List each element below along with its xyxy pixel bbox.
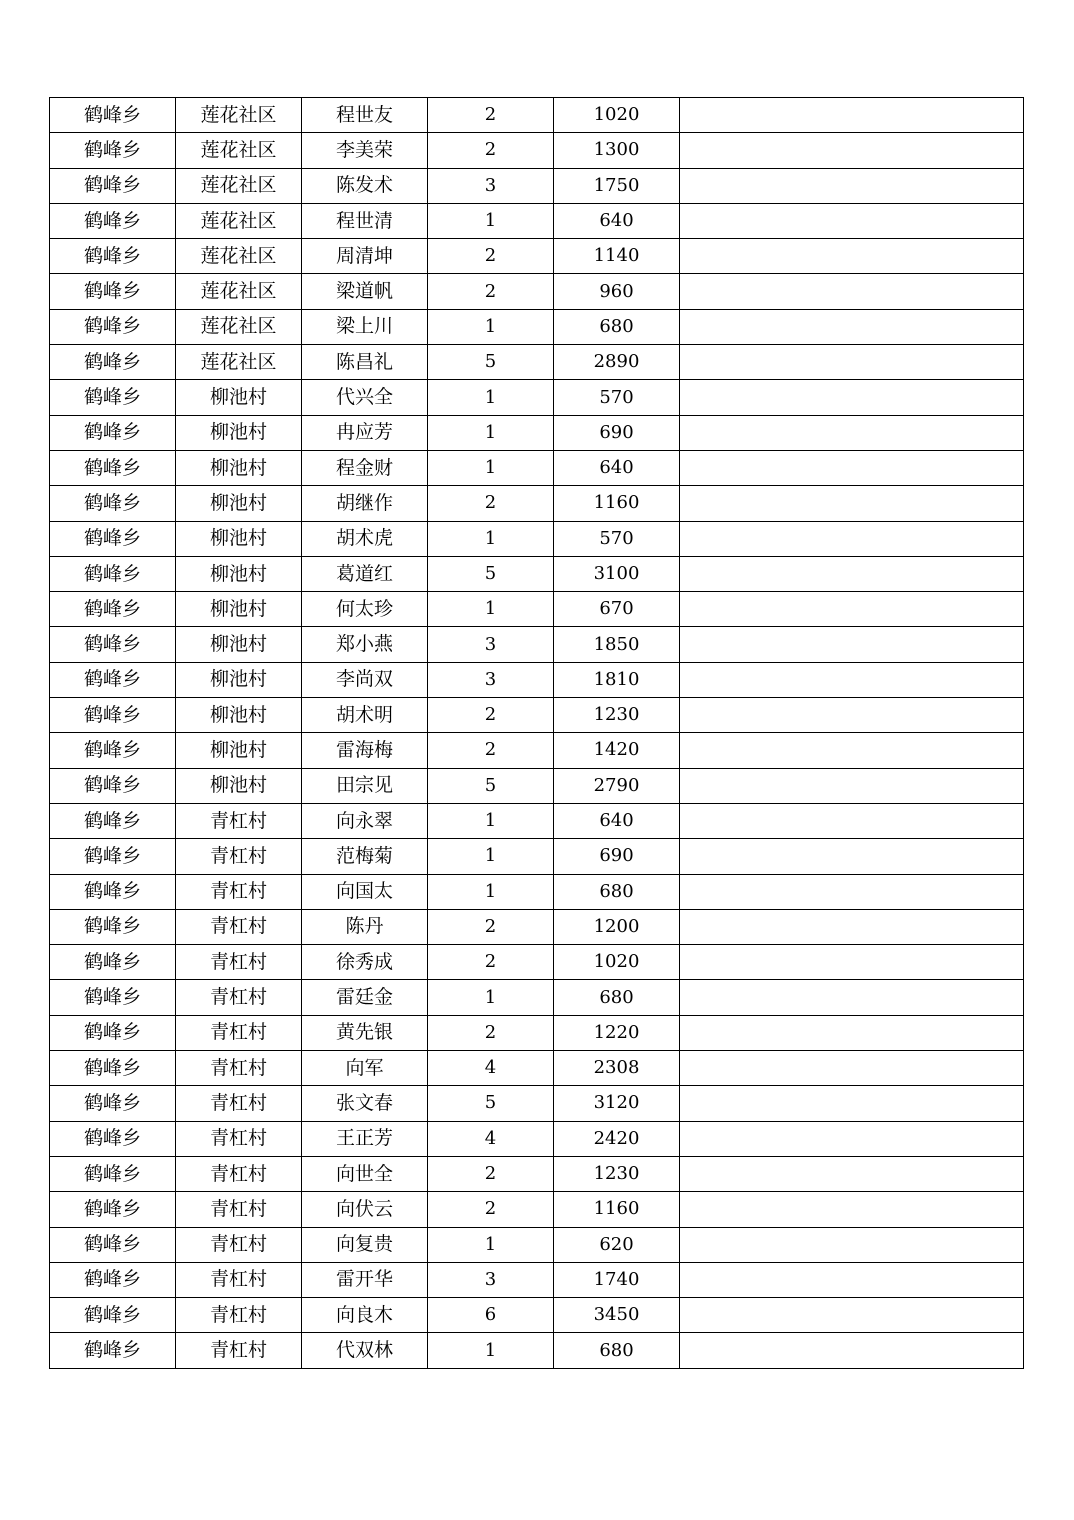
- table-row: [50, 1192, 1024, 1227]
- village-cell: 柳池村: [176, 627, 302, 662]
- table-row: [50, 556, 1024, 591]
- name-cell: 田宗见: [302, 768, 428, 803]
- table-row: [50, 839, 1024, 874]
- remarks-cell: [680, 980, 1024, 1015]
- township-cell: 鹤峰乡: [50, 1121, 176, 1156]
- amount-cell: 1420: [554, 733, 680, 768]
- name-cell: 向伏云: [302, 1192, 428, 1227]
- table-row: [50, 1262, 1024, 1297]
- village-cell: 青杠村: [176, 1227, 302, 1262]
- remarks-cell: [680, 345, 1024, 380]
- township-cell: 鹤峰乡: [50, 1227, 176, 1262]
- township-cell: 鹤峰乡: [50, 945, 176, 980]
- name-cell: 冉应芳: [302, 415, 428, 450]
- village-cell: 莲花社区: [176, 345, 302, 380]
- data-table: [49, 97, 1024, 1369]
- amount-cell: 1810: [554, 662, 680, 697]
- amount-cell: 3100: [554, 556, 680, 591]
- township-cell: 鹤峰乡: [50, 839, 176, 874]
- amount-cell: 680: [554, 309, 680, 344]
- remarks-cell: [680, 909, 1024, 944]
- village-cell: 青杠村: [176, 1333, 302, 1368]
- remarks-cell: [680, 662, 1024, 697]
- remarks-cell: [680, 1121, 1024, 1156]
- amount-cell: 1160: [554, 486, 680, 521]
- household-count-cell: 4: [428, 1121, 554, 1156]
- name-cell: 雷廷金: [302, 980, 428, 1015]
- amount-cell: 570: [554, 521, 680, 556]
- table-row: [50, 945, 1024, 980]
- table-row: [50, 450, 1024, 485]
- amount-cell: 3450: [554, 1298, 680, 1333]
- name-cell: 向国太: [302, 874, 428, 909]
- remarks-cell: [680, 486, 1024, 521]
- household-count-cell: 1: [428, 380, 554, 415]
- remarks-cell: [680, 309, 1024, 344]
- village-cell: 青杠村: [176, 1156, 302, 1191]
- village-cell: 青杠村: [176, 1298, 302, 1333]
- amount-cell: 1230: [554, 698, 680, 733]
- household-count-cell: 2: [428, 733, 554, 768]
- village-cell: 青杠村: [176, 874, 302, 909]
- name-cell: 陈发术: [302, 168, 428, 203]
- amount-cell: 680: [554, 874, 680, 909]
- township-cell: 鹤峰乡: [50, 380, 176, 415]
- table-row: [50, 662, 1024, 697]
- table-row: [50, 627, 1024, 662]
- household-count-cell: 2: [428, 98, 554, 133]
- township-cell: 鹤峰乡: [50, 733, 176, 768]
- remarks-cell: [680, 133, 1024, 168]
- amount-cell: 640: [554, 203, 680, 238]
- name-cell: 何太珍: [302, 592, 428, 627]
- household-count-cell: 5: [428, 1086, 554, 1121]
- remarks-cell: [680, 733, 1024, 768]
- remarks-cell: [680, 874, 1024, 909]
- name-cell: 张文春: [302, 1086, 428, 1121]
- table-row: [50, 1156, 1024, 1191]
- village-cell: 柳池村: [176, 698, 302, 733]
- household-count-cell: 2: [428, 1156, 554, 1191]
- name-cell: 程世友: [302, 98, 428, 133]
- township-cell: 鹤峰乡: [50, 1156, 176, 1191]
- name-cell: 陈昌礼: [302, 345, 428, 380]
- township-cell: 鹤峰乡: [50, 486, 176, 521]
- amount-cell: 1850: [554, 627, 680, 662]
- name-cell: 向良木: [302, 1298, 428, 1333]
- amount-cell: 620: [554, 1227, 680, 1262]
- remarks-cell: [680, 274, 1024, 309]
- household-count-cell: 1: [428, 521, 554, 556]
- household-count-cell: 2: [428, 945, 554, 980]
- name-cell: 梁道帆: [302, 274, 428, 309]
- township-cell: 鹤峰乡: [50, 1086, 176, 1121]
- name-cell: 李美荣: [302, 133, 428, 168]
- remarks-cell: [680, 1086, 1024, 1121]
- remarks-cell: [680, 698, 1024, 733]
- remarks-cell: [680, 803, 1024, 838]
- remarks-cell: [680, 1227, 1024, 1262]
- table-row: [50, 415, 1024, 450]
- amount-cell: 2308: [554, 1051, 680, 1086]
- township-cell: 鹤峰乡: [50, 1298, 176, 1333]
- remarks-cell: [680, 1333, 1024, 1368]
- household-count-cell: 3: [428, 662, 554, 697]
- remarks-cell: [680, 627, 1024, 662]
- name-cell: 周清坤: [302, 239, 428, 274]
- amount-cell: 640: [554, 803, 680, 838]
- remarks-cell: [680, 203, 1024, 238]
- amount-cell: 690: [554, 839, 680, 874]
- table-row: [50, 1051, 1024, 1086]
- remarks-cell: [680, 1051, 1024, 1086]
- village-cell: 莲花社区: [176, 133, 302, 168]
- township-cell: 鹤峰乡: [50, 1262, 176, 1297]
- table-row: [50, 521, 1024, 556]
- township-cell: 鹤峰乡: [50, 627, 176, 662]
- village-cell: 青杠村: [176, 909, 302, 944]
- village-cell: 柳池村: [176, 521, 302, 556]
- remarks-cell: [680, 592, 1024, 627]
- name-cell: 王正芳: [302, 1121, 428, 1156]
- household-count-cell: 1: [428, 415, 554, 450]
- table-row: [50, 309, 1024, 344]
- table-body: [50, 98, 1024, 1369]
- household-count-cell: 3: [428, 1262, 554, 1297]
- household-count-cell: 2: [428, 274, 554, 309]
- table-row: [50, 239, 1024, 274]
- village-cell: 青杠村: [176, 1262, 302, 1297]
- remarks-cell: [680, 1156, 1024, 1191]
- village-cell: 柳池村: [176, 450, 302, 485]
- name-cell: 向永翠: [302, 803, 428, 838]
- household-count-cell: 1: [428, 450, 554, 485]
- village-cell: 莲花社区: [176, 309, 302, 344]
- township-cell: 鹤峰乡: [50, 203, 176, 238]
- village-cell: 青杠村: [176, 1051, 302, 1086]
- amount-cell: 1300: [554, 133, 680, 168]
- township-cell: 鹤峰乡: [50, 239, 176, 274]
- name-cell: 向世全: [302, 1156, 428, 1191]
- amount-cell: 1160: [554, 1192, 680, 1227]
- household-count-cell: 1: [428, 980, 554, 1015]
- household-count-cell: 1: [428, 874, 554, 909]
- village-cell: 青杠村: [176, 1015, 302, 1050]
- amount-cell: 1020: [554, 945, 680, 980]
- table-row: [50, 1333, 1024, 1368]
- amount-cell: 680: [554, 1333, 680, 1368]
- table-row: [50, 1227, 1024, 1262]
- household-count-cell: 1: [428, 803, 554, 838]
- name-cell: 程金财: [302, 450, 428, 485]
- household-count-cell: 5: [428, 345, 554, 380]
- township-cell: 鹤峰乡: [50, 1333, 176, 1368]
- name-cell: 葛道红: [302, 556, 428, 591]
- village-cell: 青杠村: [176, 1086, 302, 1121]
- name-cell: 向军: [302, 1051, 428, 1086]
- amount-cell: 960: [554, 274, 680, 309]
- township-cell: 鹤峰乡: [50, 874, 176, 909]
- township-cell: 鹤峰乡: [50, 415, 176, 450]
- household-count-cell: 1: [428, 592, 554, 627]
- township-cell: 鹤峰乡: [50, 1192, 176, 1227]
- amount-cell: 680: [554, 980, 680, 1015]
- name-cell: 胡术明: [302, 698, 428, 733]
- amount-cell: 1140: [554, 239, 680, 274]
- amount-cell: 2790: [554, 768, 680, 803]
- village-cell: 莲花社区: [176, 168, 302, 203]
- township-cell: 鹤峰乡: [50, 450, 176, 485]
- township-cell: 鹤峰乡: [50, 133, 176, 168]
- remarks-cell: [680, 1298, 1024, 1333]
- township-cell: 鹤峰乡: [50, 592, 176, 627]
- name-cell: 胡继作: [302, 486, 428, 521]
- remarks-cell: [680, 1262, 1024, 1297]
- table-row: [50, 698, 1024, 733]
- amount-cell: 690: [554, 415, 680, 450]
- household-count-cell: 5: [428, 768, 554, 803]
- household-count-cell: 1: [428, 203, 554, 238]
- amount-cell: 2890: [554, 345, 680, 380]
- table-row: [50, 733, 1024, 768]
- name-cell: 陈丹: [302, 909, 428, 944]
- table-row: [50, 380, 1024, 415]
- remarks-cell: [680, 1015, 1024, 1050]
- table-row: [50, 168, 1024, 203]
- household-count-cell: 1: [428, 839, 554, 874]
- amount-cell: 2420: [554, 1121, 680, 1156]
- household-count-cell: 2: [428, 133, 554, 168]
- household-count-cell: 3: [428, 627, 554, 662]
- remarks-cell: [680, 415, 1024, 450]
- household-count-cell: 2: [428, 1192, 554, 1227]
- name-cell: 郑小燕: [302, 627, 428, 662]
- name-cell: 徐秀成: [302, 945, 428, 980]
- amount-cell: 1230: [554, 1156, 680, 1191]
- name-cell: 代双林: [302, 1333, 428, 1368]
- village-cell: 柳池村: [176, 592, 302, 627]
- village-cell: 青杠村: [176, 1192, 302, 1227]
- remarks-cell: [680, 768, 1024, 803]
- household-count-cell: 5: [428, 556, 554, 591]
- name-cell: 黄先银: [302, 1015, 428, 1050]
- table-row: [50, 592, 1024, 627]
- household-count-cell: 3: [428, 168, 554, 203]
- name-cell: 梁上川: [302, 309, 428, 344]
- household-count-cell: 2: [428, 1015, 554, 1050]
- township-cell: 鹤峰乡: [50, 274, 176, 309]
- amount-cell: 570: [554, 380, 680, 415]
- household-count-cell: 2: [428, 239, 554, 274]
- remarks-cell: [680, 521, 1024, 556]
- table-row: [50, 98, 1024, 133]
- remarks-cell: [680, 839, 1024, 874]
- village-cell: 柳池村: [176, 380, 302, 415]
- table-row: [50, 768, 1024, 803]
- amount-cell: 670: [554, 592, 680, 627]
- township-cell: 鹤峰乡: [50, 768, 176, 803]
- household-count-cell: 1: [428, 1333, 554, 1368]
- remarks-cell: [680, 239, 1024, 274]
- township-cell: 鹤峰乡: [50, 1015, 176, 1050]
- township-cell: 鹤峰乡: [50, 698, 176, 733]
- table-row: [50, 803, 1024, 838]
- township-cell: 鹤峰乡: [50, 309, 176, 344]
- township-cell: 鹤峰乡: [50, 803, 176, 838]
- village-cell: 柳池村: [176, 733, 302, 768]
- remarks-cell: [680, 450, 1024, 485]
- remarks-cell: [680, 168, 1024, 203]
- village-cell: 莲花社区: [176, 98, 302, 133]
- township-cell: 鹤峰乡: [50, 98, 176, 133]
- table-row: [50, 909, 1024, 944]
- household-count-cell: 2: [428, 909, 554, 944]
- household-count-cell: 2: [428, 698, 554, 733]
- village-cell: 莲花社区: [176, 239, 302, 274]
- village-cell: 青杠村: [176, 980, 302, 1015]
- name-cell: 向复贵: [302, 1227, 428, 1262]
- name-cell: 胡术虎: [302, 521, 428, 556]
- village-cell: 青杠村: [176, 803, 302, 838]
- name-cell: 雷海梅: [302, 733, 428, 768]
- name-cell: 范梅菊: [302, 839, 428, 874]
- village-cell: 柳池村: [176, 662, 302, 697]
- table-row: [50, 980, 1024, 1015]
- amount-cell: 1200: [554, 909, 680, 944]
- amount-cell: 1740: [554, 1262, 680, 1297]
- table-row: [50, 1086, 1024, 1121]
- township-cell: 鹤峰乡: [50, 345, 176, 380]
- table-row: [50, 345, 1024, 380]
- table-row: [50, 203, 1024, 238]
- village-cell: 柳池村: [176, 486, 302, 521]
- name-cell: 雷开华: [302, 1262, 428, 1297]
- township-cell: 鹤峰乡: [50, 909, 176, 944]
- remarks-cell: [680, 380, 1024, 415]
- amount-cell: 3120: [554, 1086, 680, 1121]
- household-count-cell: 1: [428, 309, 554, 344]
- household-count-cell: 2: [428, 486, 554, 521]
- village-cell: 柳池村: [176, 556, 302, 591]
- table-row: [50, 1121, 1024, 1156]
- amount-cell: 1750: [554, 168, 680, 203]
- household-count-cell: 6: [428, 1298, 554, 1333]
- village-cell: 柳池村: [176, 415, 302, 450]
- village-cell: 柳池村: [176, 768, 302, 803]
- remarks-cell: [680, 1192, 1024, 1227]
- township-cell: 鹤峰乡: [50, 556, 176, 591]
- table-row: [50, 1015, 1024, 1050]
- township-cell: 鹤峰乡: [50, 980, 176, 1015]
- village-cell: 青杠村: [176, 1121, 302, 1156]
- township-cell: 鹤峰乡: [50, 1051, 176, 1086]
- village-cell: 莲花社区: [176, 274, 302, 309]
- table-row: [50, 133, 1024, 168]
- household-count-cell: 1: [428, 1227, 554, 1262]
- remarks-cell: [680, 556, 1024, 591]
- village-cell: 青杠村: [176, 945, 302, 980]
- household-count-cell: 4: [428, 1051, 554, 1086]
- name-cell: 程世清: [302, 203, 428, 238]
- township-cell: 鹤峰乡: [50, 168, 176, 203]
- table-row: [50, 274, 1024, 309]
- township-cell: 鹤峰乡: [50, 662, 176, 697]
- amount-cell: 640: [554, 450, 680, 485]
- township-cell: 鹤峰乡: [50, 521, 176, 556]
- table-row: [50, 486, 1024, 521]
- village-cell: 莲花社区: [176, 203, 302, 238]
- amount-cell: 1020: [554, 98, 680, 133]
- remarks-cell: [680, 945, 1024, 980]
- amount-cell: 1220: [554, 1015, 680, 1050]
- table-row: [50, 874, 1024, 909]
- village-cell: 青杠村: [176, 839, 302, 874]
- name-cell: 代兴全: [302, 380, 428, 415]
- name-cell: 李尚双: [302, 662, 428, 697]
- remarks-cell: [680, 98, 1024, 133]
- table-row: [50, 1298, 1024, 1333]
